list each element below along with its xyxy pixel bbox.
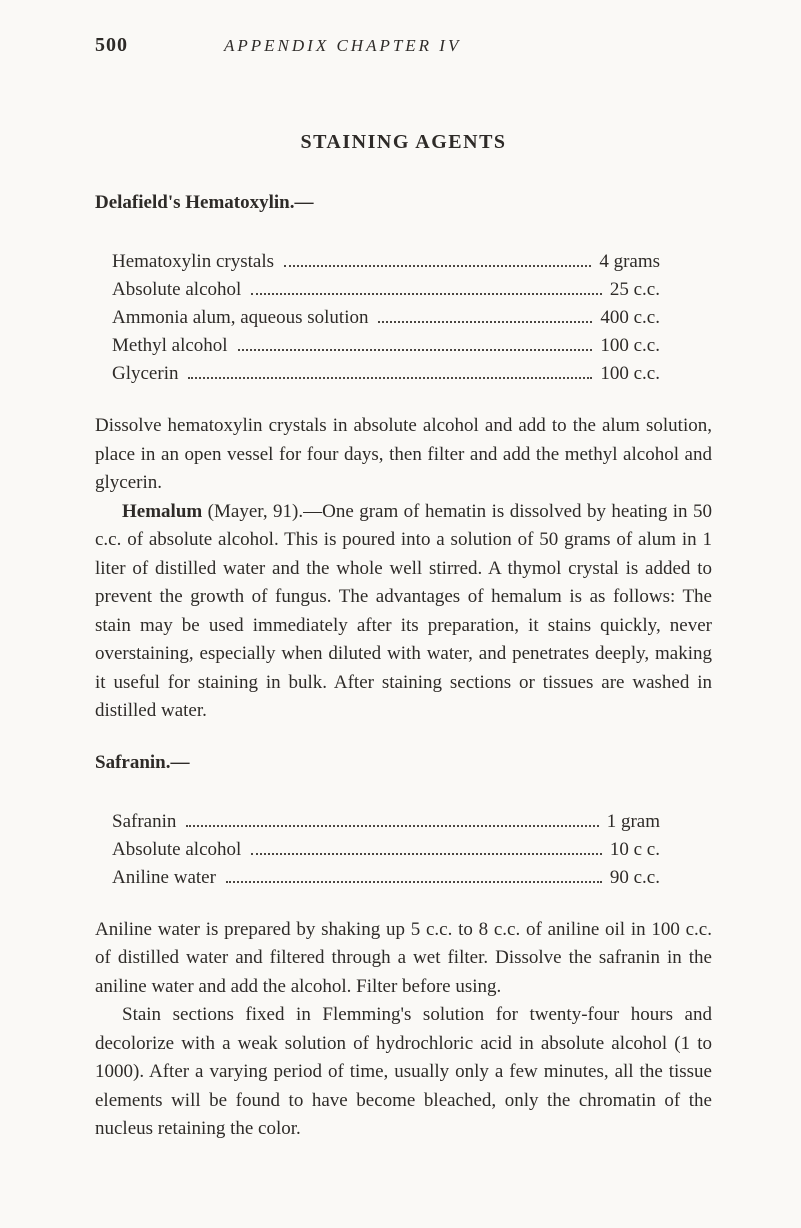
recipe-row xyxy=(112,332,660,360)
dot-leader xyxy=(238,349,593,351)
page-number: 500 xyxy=(95,34,128,56)
dot-leader xyxy=(378,321,592,323)
safranin-recipe-table xyxy=(95,808,712,892)
recipe-row xyxy=(112,248,660,276)
paragraph-aniline-water: Aniline water is prepared by shaking up 5 c.c. to 8 c.c. of aniline oil in 100 c.c. of distilled water and filtered through a wet filter. Dissolve the safranin in the aniline water and add the alcohol. Filter before using. xyxy=(95,918,712,997)
ingredient-name: Absolute alcohol xyxy=(112,279,242,300)
dot-leader xyxy=(251,293,602,295)
page-title: STAINING AGENTS xyxy=(300,131,507,153)
dot-leader xyxy=(188,377,592,379)
dot-leader xyxy=(284,265,591,267)
recipe-row xyxy=(112,836,660,864)
paragraph-staining-procedure: Stain sections fixed in Flemming's solution for twenty-four hours and decolorize with a weak solution of hydrochloric acid in absolute alcohol (1 to 1000). After a varying period of time, usually only a few minutes, all the tissue elements will be found to have become bleached, only the chromatin of the nucleus retaining the color. xyxy=(95,1004,712,1139)
dot-leader xyxy=(251,853,602,855)
section-heading-safranin: Safranin.— xyxy=(95,751,190,773)
ingredient-amount: 1 gram xyxy=(606,810,660,832)
dot-leader xyxy=(186,825,598,827)
page-header xyxy=(95,34,712,57)
recipe-row xyxy=(112,304,660,332)
hemalum-text: (Mayer, 91).—One gram of hematin is dissolved by heating in 50 c.c. of absolute alcohol. This is poured into a solution of 50 grams of alum in 1 liter of distilled water and the whole well stirred. A thymol crystal is added to prevent the growth of fungus. The advantages of hemalum is as follows: The stain may be used immediately after its preparation, it stains quickly, never overstaining, especially when diluted with water, and penetrates deeply, making it useful for staining in bulk. After staining sections or tissues are washed in distilled water. xyxy=(95,500,712,721)
ingredient-name: Ammonia alum, aqueous solution xyxy=(112,307,369,328)
section-heading-delafield-hematoxylin: Delafield's Hematoxylin.— xyxy=(95,192,314,213)
ingredient-amount: 4 grams xyxy=(599,251,660,272)
ingredient-amount: 100 c.c. xyxy=(600,335,660,356)
ingredient-name: Methyl alcohol xyxy=(112,335,228,356)
hemalum-lead: Hemalum xyxy=(122,500,203,522)
ingredient-name: Glycerin xyxy=(112,363,179,384)
ingredient-amount: 10 c c. xyxy=(609,838,660,860)
ingredient-name: Safranin xyxy=(112,810,177,832)
ingredient-amount: 90 c.c. xyxy=(609,866,660,888)
paragraph-hemalum xyxy=(95,498,712,726)
delafield-recipe-table xyxy=(95,248,712,388)
ingredient-name: Absolute alcohol xyxy=(112,838,242,860)
ingredient-name: Hematoxylin crystals xyxy=(112,251,274,272)
ingredient-amount: 400 c.c. xyxy=(600,307,660,328)
running-title: APPENDIX CHAPTER IV xyxy=(224,36,462,55)
ingredient-amount: 25 c.c. xyxy=(609,279,660,300)
ingredient-amount: 100 c.c. xyxy=(600,363,660,384)
recipe-row xyxy=(112,276,660,304)
recipe-row xyxy=(112,808,660,836)
ingredient-name: Aniline water xyxy=(112,866,216,888)
recipe-row xyxy=(112,360,660,388)
dot-leader xyxy=(226,881,602,883)
recipe-row xyxy=(112,864,660,892)
paragraph-delafield-instructions: Dissolve hematoxylin crystals in absolute alcohol and add to the alum solution, place in an open vessel for four days, then filter and add the methyl alcohol and glycerin. xyxy=(95,415,712,493)
